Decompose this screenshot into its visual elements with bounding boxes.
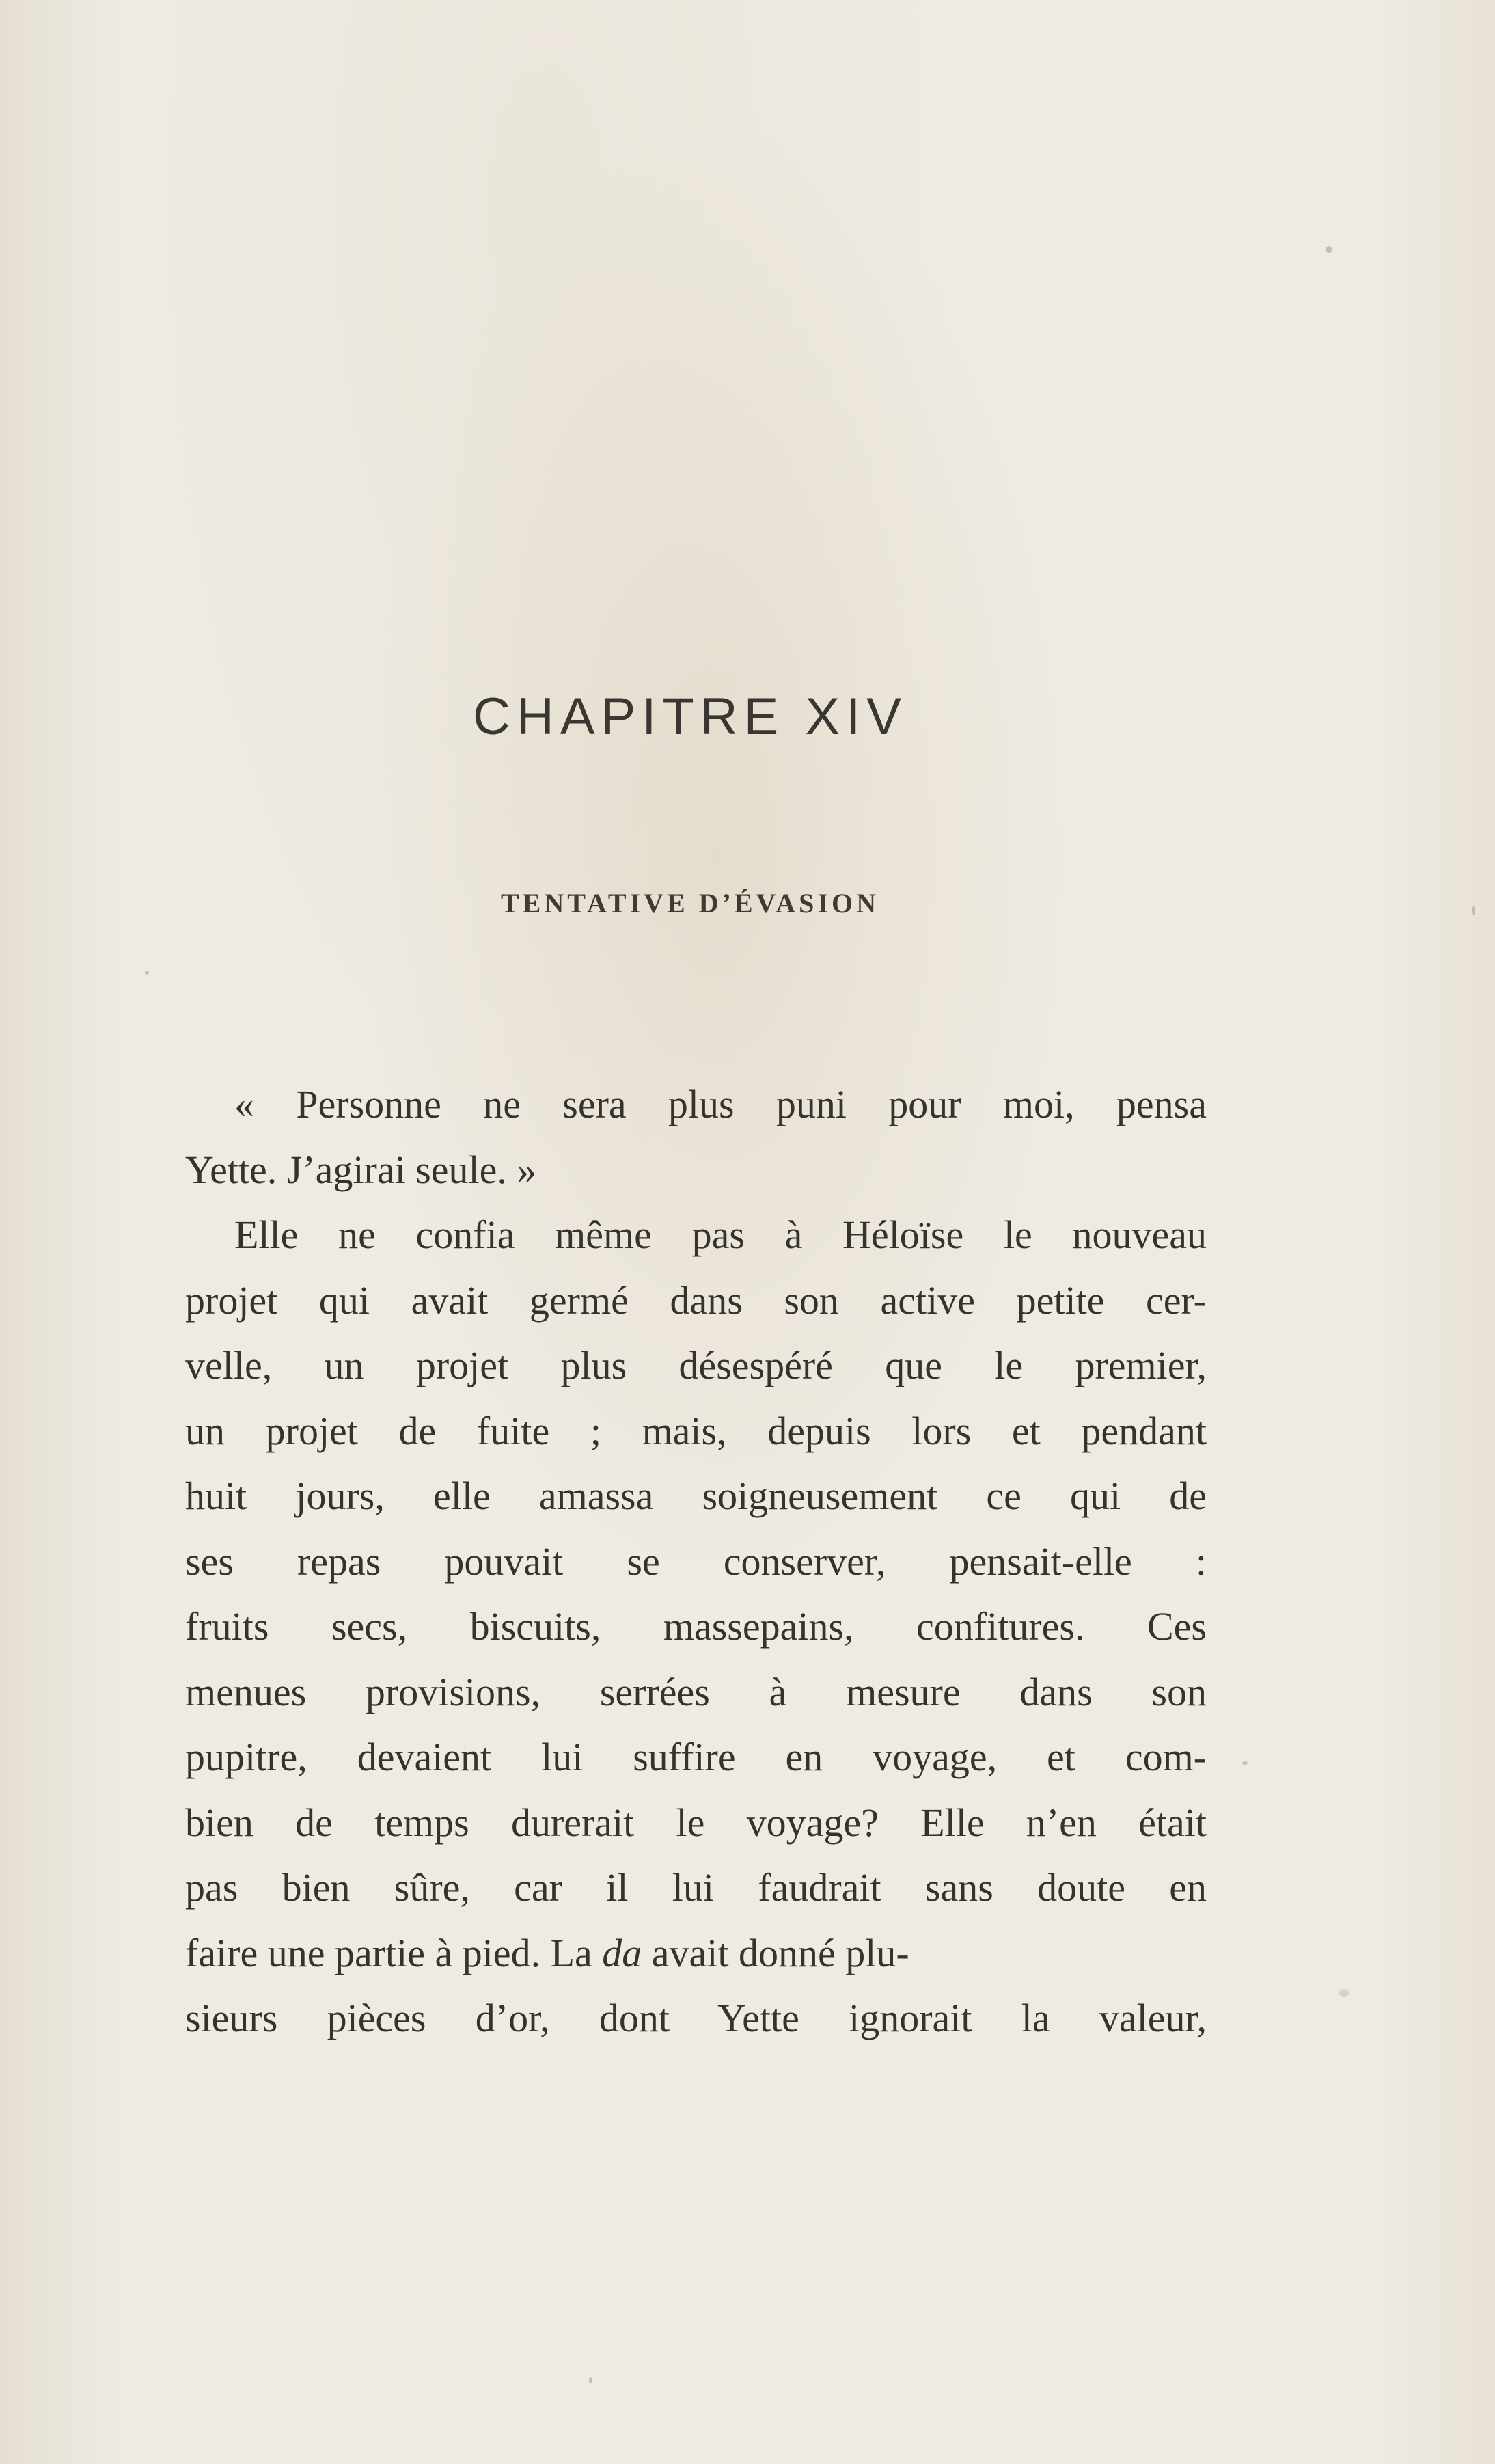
text-fragment: avait donné plu- (642, 1930, 909, 1975)
text-line-part (185, 1921, 909, 1986)
text-line: Yette. J’agirai seule. » (185, 1147, 537, 1192)
chapter-title: CHAPITRE XIV (473, 688, 907, 746)
text-line: sieurs pièces d’or, dont Yette ignorait la valeur, (185, 1996, 1207, 2040)
text-line: huit jours, elle amassa soigneusement ce qui de (185, 1474, 1207, 1518)
chapter-subtitle: TENTATIVE D’ÉVASION (500, 888, 879, 919)
text-line: « Personne ne sera plus puni pour moi, pensa (234, 1082, 1207, 1126)
paragraph-1 (185, 1072, 1207, 1202)
text-line: bien de temps durerait le voyage? Elle n’en était (185, 1800, 1207, 1845)
paper-speck (1472, 906, 1475, 915)
text-line: fruits secs, biscuits, massepains, confitures. Ces (185, 1604, 1207, 1649)
paragraph-2 (185, 1202, 1207, 2051)
paper-speck (1326, 246, 1332, 253)
text-line: menues provisions, serrées à mesure dans son (185, 1669, 1207, 1714)
paper-speck (145, 971, 149, 975)
text-line: ses repas pouvait se conserver, pensait-elle : (185, 1539, 1207, 1584)
text-line (185, 1921, 1207, 1986)
paper-speck (1242, 1761, 1248, 1765)
text-fragment: faire une partie à pied. La (185, 1930, 603, 1975)
text-line: un projet de fuite ; mais, depuis lors et pendant (185, 1408, 1207, 1453)
body-text (185, 1072, 1207, 2051)
text-line: pupitre, devaient lui suffire en voyage, et com- (185, 1735, 1207, 1779)
paper-speck (589, 2377, 592, 2383)
paper-speck (1339, 1989, 1349, 1997)
text-line: pas bien sûre, car il lui faudrait sans doute en (185, 1865, 1207, 1910)
emphasis-text: da (602, 1930, 642, 1975)
text-line: projet qui avait germé dans son active petite cer- (185, 1277, 1207, 1323)
text-line: velle, un projet plus désespéré que le premier, (185, 1343, 1207, 1387)
text-line: Elle ne confia même pas à Héloïse le nouveau (234, 1213, 1207, 1257)
